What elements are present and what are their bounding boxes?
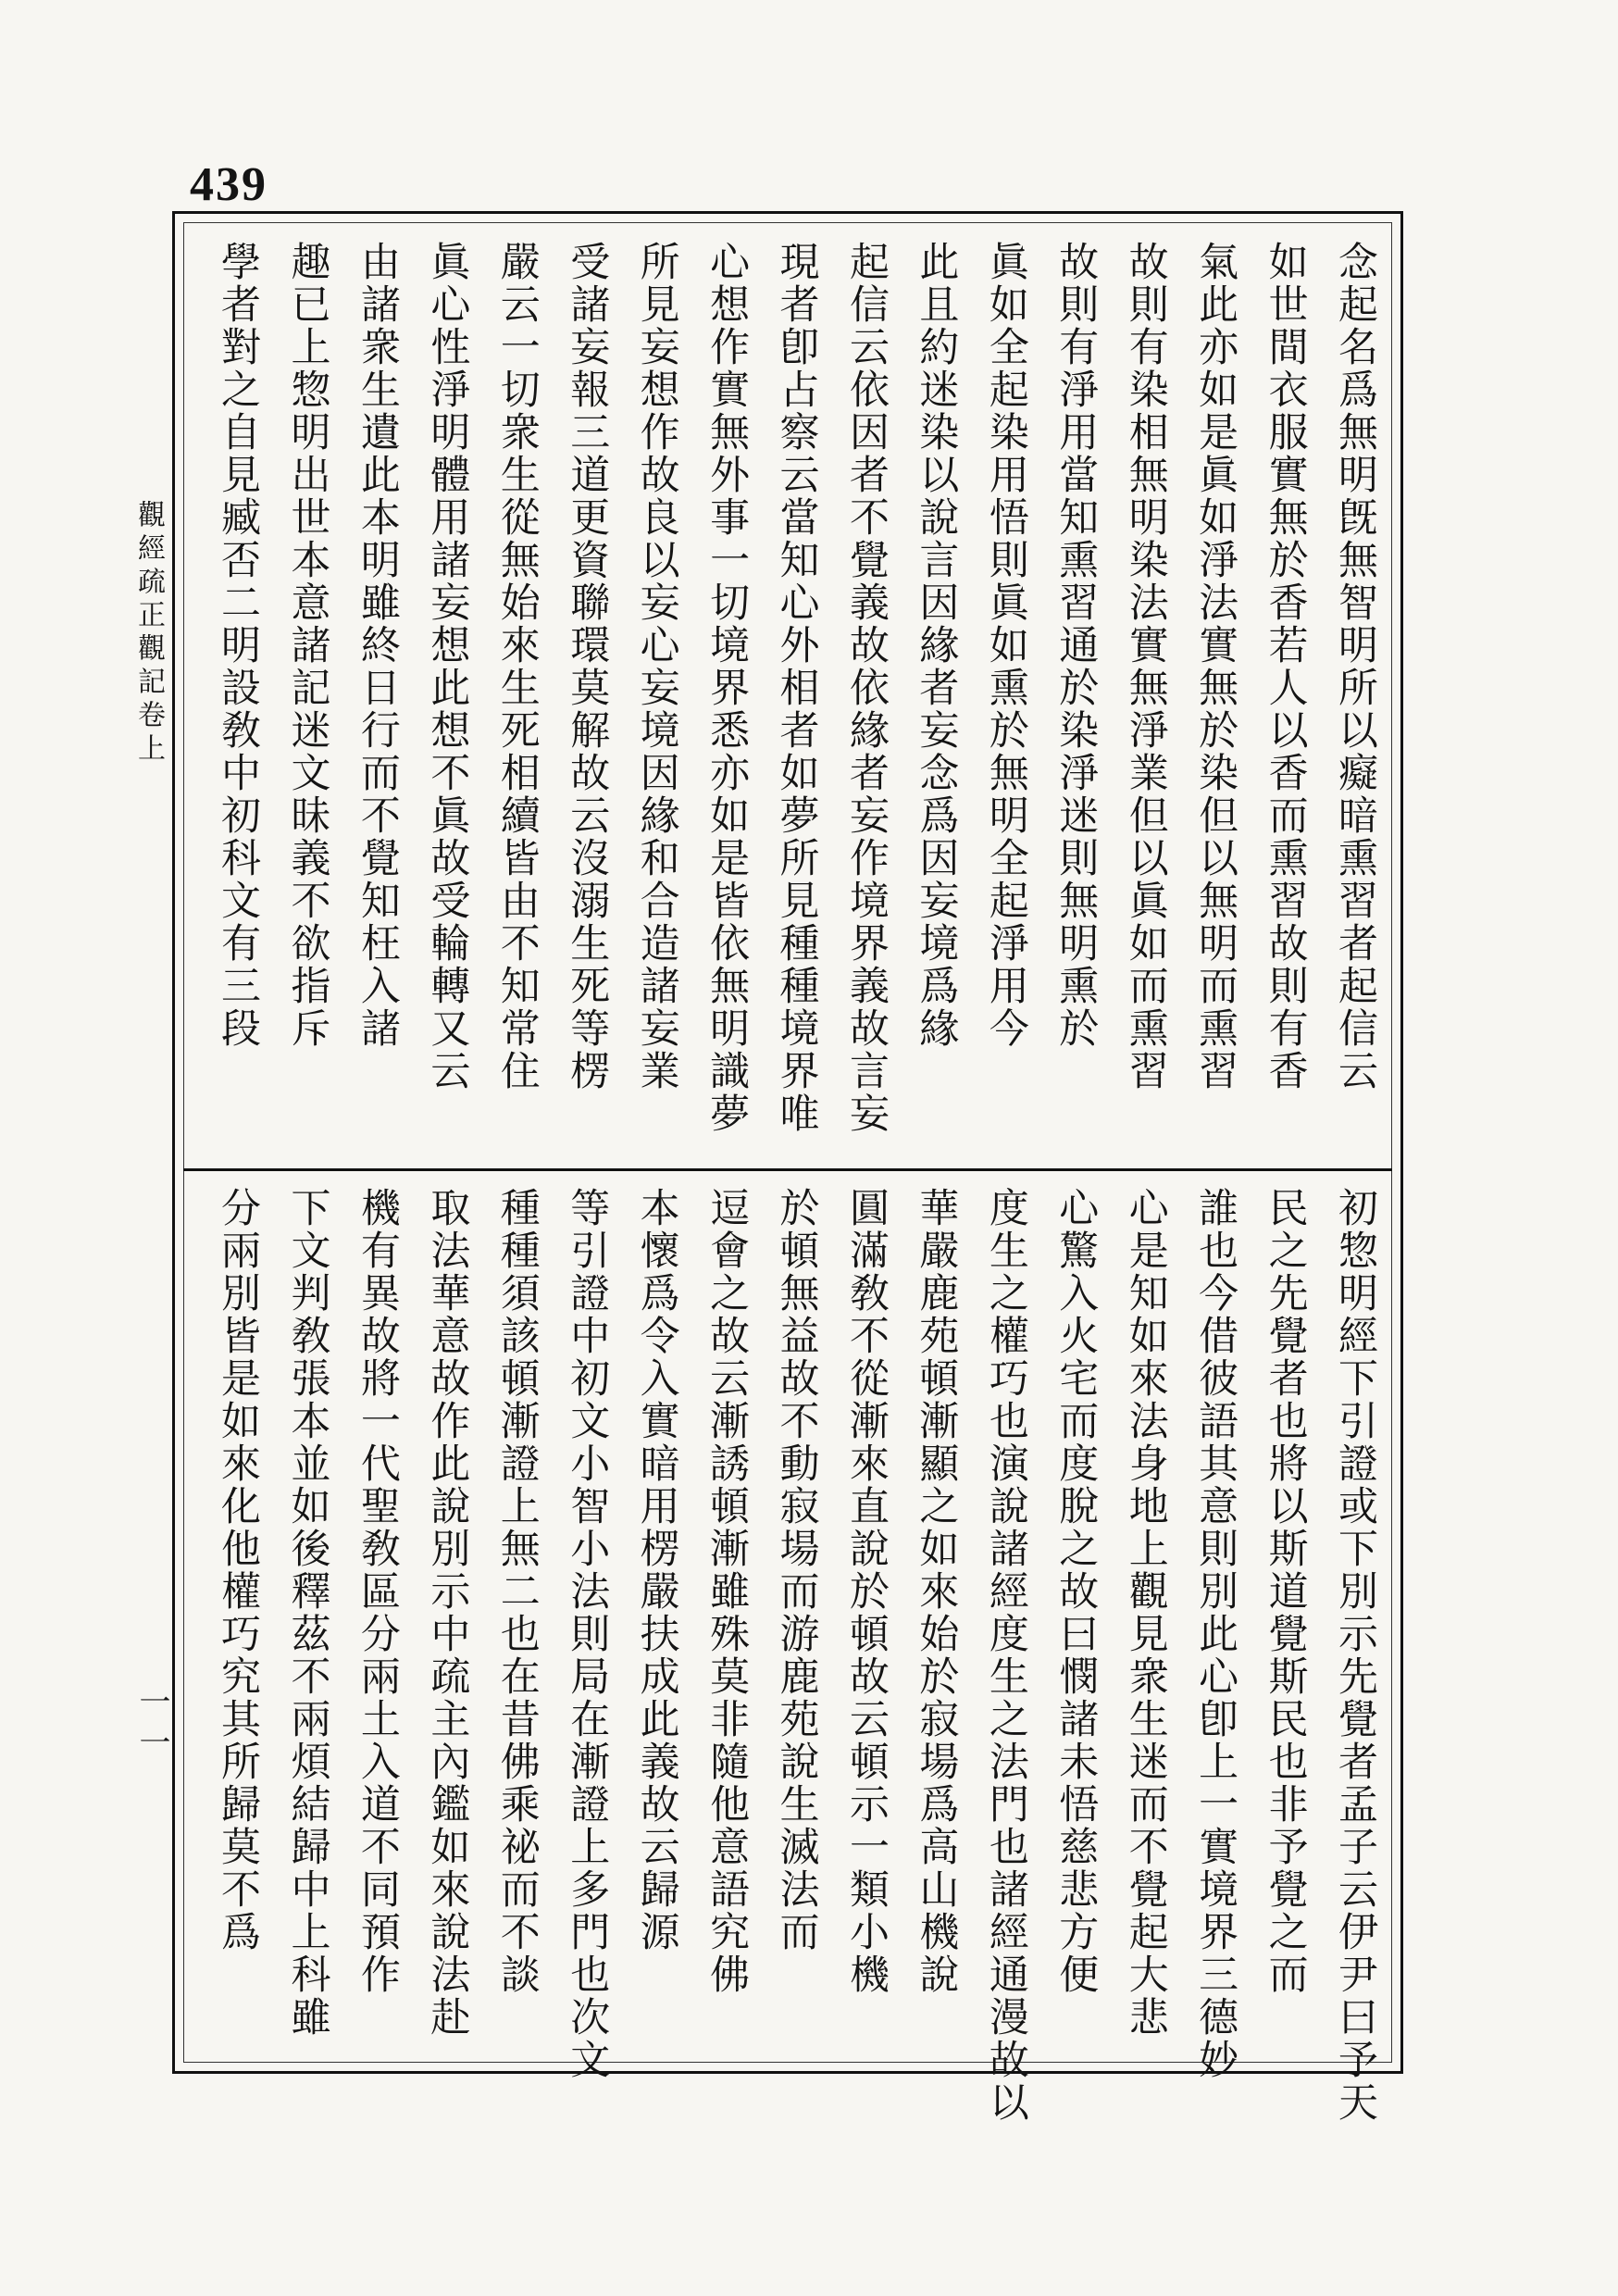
top-text-block bbox=[215, 241, 1378, 1157]
text-column: 故則有染相無明染法實無淨業但以眞如而熏習 bbox=[1122, 241, 1169, 1092]
text-column: 由諸衆生遺此本明雖終日行而不覺知枉入諸 bbox=[354, 241, 401, 1050]
text-column: 嚴云一切衆生從無始來生死相續皆由不知常住 bbox=[493, 241, 541, 1092]
text-column: 華嚴鹿苑頓漸顯之如來始於寂場爲高山機說 bbox=[913, 1187, 960, 1996]
text-column: 念起名爲無明旣無智明所以癡暗熏習者起信云 bbox=[1332, 241, 1378, 1092]
text-column: 眞如全起染用悟則眞如熏於無明全起淨用今 bbox=[982, 241, 1029, 1050]
section-divider bbox=[183, 1168, 1392, 1171]
text-column: 受諸妄報三道更資聯環莫解故云沒溺生死等楞 bbox=[564, 241, 611, 1092]
text-column: 氣此亦如是眞如淨法實無於染但以無明而熏習 bbox=[1192, 241, 1239, 1092]
text-column: 心是知如來法身地上觀見衆生迷而不覺起大悲 bbox=[1122, 1187, 1169, 2039]
text-column: 本懷爲令入實暗用楞嚴扶成此義故云歸源 bbox=[633, 1187, 680, 1953]
running-title: 觀經疏正觀記卷上 bbox=[132, 500, 165, 767]
text-column: 所見妄想作故良以妄心妄境因緣和合造諸妄業 bbox=[633, 241, 680, 1092]
text-column: 取法華意故作此說別示中疏主內鑑如來說法赴 bbox=[424, 1187, 471, 2039]
text-column: 誰也今借彼語其意則別此心卽上一實境界三德妙 bbox=[1192, 1187, 1239, 2081]
text-column: 機有異故將一代聖敎區分兩土入道不同預作 bbox=[354, 1187, 401, 1996]
text-column: 趣已上惣明出世本意諸記迷文昧義不欲指斥 bbox=[284, 241, 331, 1050]
text-column: 下文判敎張本並如後釋茲不兩煩結歸中上科雖 bbox=[284, 1187, 331, 2039]
text-column: 起信云依因者不覺義故依緣者妄作境界義故言妄 bbox=[842, 241, 890, 1135]
text-column: 度生之權巧也演說諸經度生之法門也諸經通漫故以 bbox=[982, 1187, 1029, 2124]
text-column: 圓滿敎不從漸來直說於頓故云頓示一類小機 bbox=[842, 1187, 890, 1996]
folio-number: 一一 bbox=[133, 1685, 170, 1766]
text-column: 初惣明經下引證或下別示先覺者孟子云伊尹曰予天 bbox=[1332, 1187, 1378, 2124]
text-column: 種種須該頓漸證上無二也在昔佛乘祕而不談 bbox=[493, 1187, 541, 1996]
text-column: 民之先覺者也將以斯道覺斯民也非予覺之而 bbox=[1262, 1187, 1309, 1996]
text-column: 心想作實無外事一切境界悉亦如是皆依無明識夢 bbox=[703, 241, 751, 1135]
text-column: 分兩別皆是如來化他權巧究其所歸莫不爲 bbox=[215, 1187, 261, 1953]
text-column: 等引證中初文小智小法則局在漸證上多門也次文 bbox=[564, 1187, 611, 2081]
page-number: 439 bbox=[190, 158, 268, 211]
text-column: 學者對之自見臧否二明設敎中初科文有三段 bbox=[215, 241, 261, 1050]
text-column: 心驚入火宅而度脫之故曰憫諸未悟慈悲方便 bbox=[1052, 1187, 1100, 1996]
text-column: 此且約迷染以說言因緣者妄念爲因妄境爲緣 bbox=[913, 241, 960, 1050]
text-column: 逗會之故云漸誘頓漸雖殊莫非隨他意語究佛 bbox=[703, 1187, 751, 1996]
text-column: 現者卽占察云當知心外相者如夢所見種種境界唯 bbox=[773, 241, 820, 1135]
bottom-text-block bbox=[215, 1187, 1378, 2124]
text-column: 眞心性淨明體用諸妄想此想不眞故受輪轉又云 bbox=[424, 241, 471, 1092]
text-column: 於頓無益故不動寂場而游鹿苑說生滅法而 bbox=[773, 1187, 820, 1953]
text-column: 故則有淨用當知熏習通於染淨迷則無明熏於 bbox=[1052, 241, 1100, 1050]
text-column: 如世間衣服實無於香若人以香而熏習故則有香 bbox=[1262, 241, 1309, 1092]
